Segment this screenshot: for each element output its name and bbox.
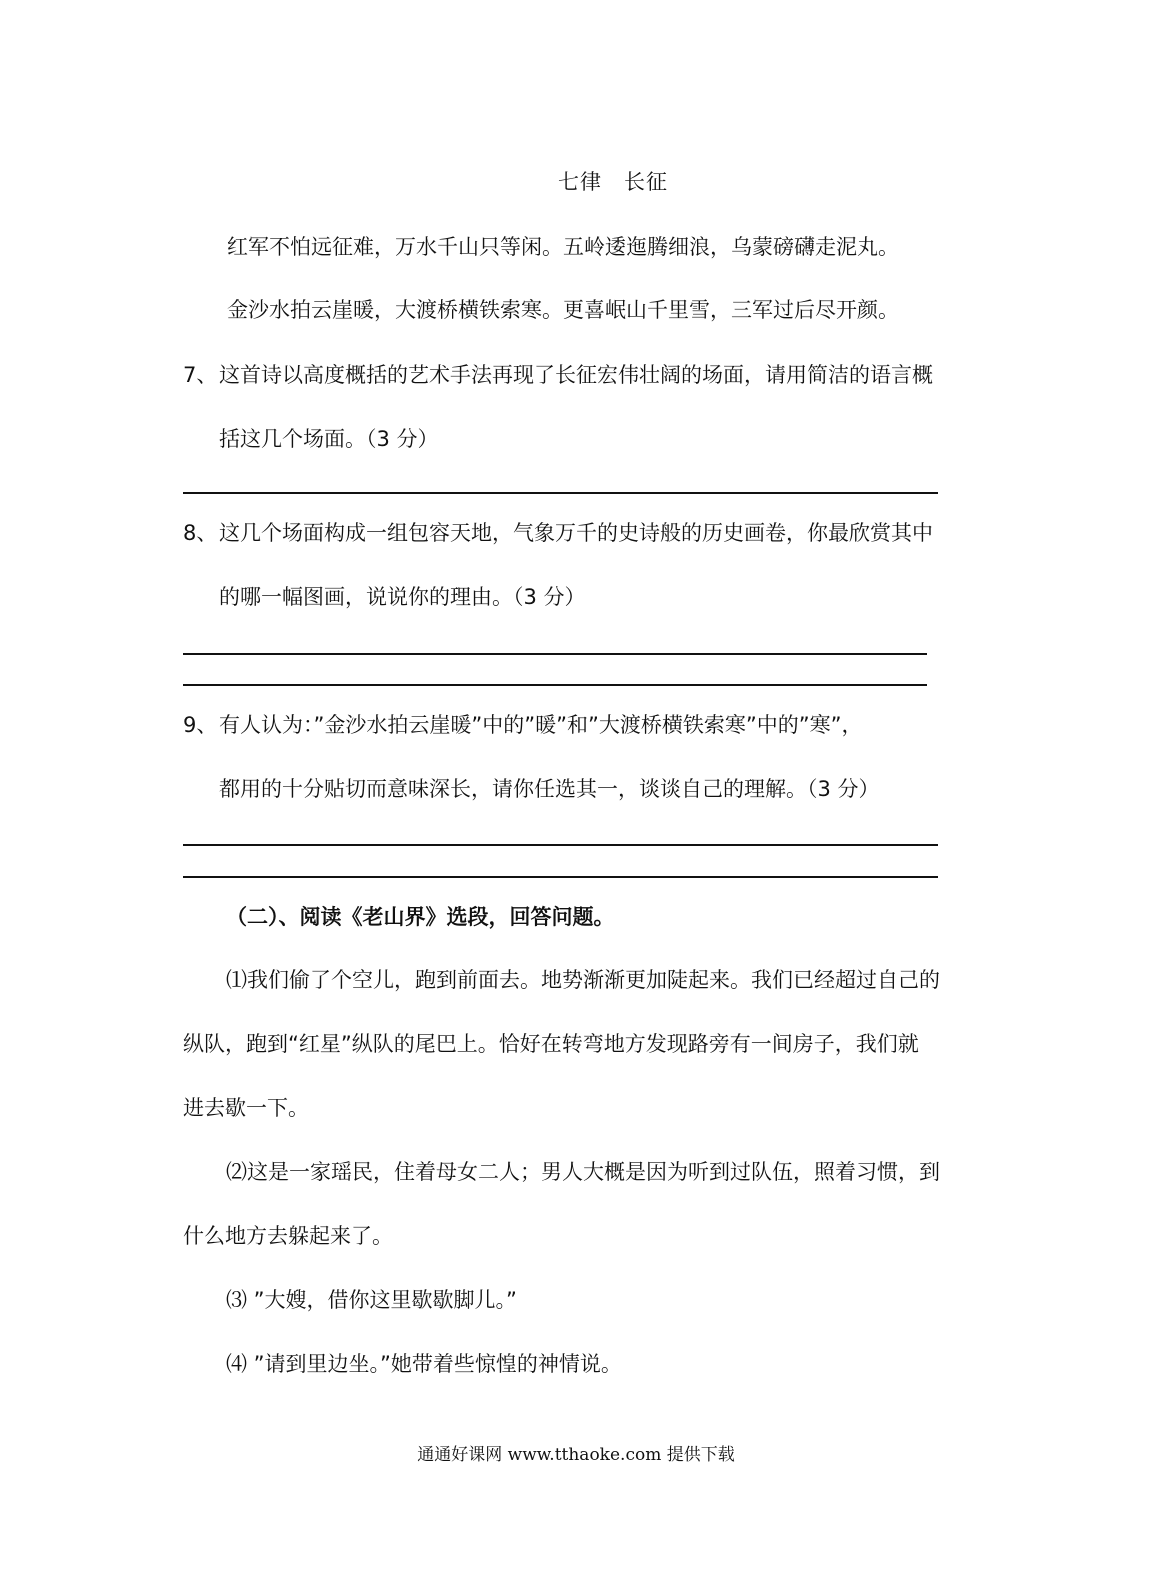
paragraph-4: ⑷ ”请到里边坐。”她带着些惊惶的神情说。	[226, 1352, 622, 1376]
section-heading: （二）、阅读《老山界》选段，回答问题。	[226, 905, 615, 929]
poem-title: 七律 长征	[558, 170, 668, 194]
question-8	[183, 519, 933, 547]
question-number: 9、	[183, 713, 218, 737]
question-7-line-2: 括这几个场面。（3 分）	[219, 427, 439, 451]
question-9-line-2: 都用的十分贴切而意味深长，请你任选其一，谈谈自己的理解。（3 分）	[219, 777, 880, 801]
paragraph-1-line-1: ⑴我们偷了个空儿，跑到前面去。地势渐渐更加陡起来。我们已经超过自己的	[226, 968, 940, 992]
answer-line[interactable]	[183, 492, 938, 494]
answer-line[interactable]	[183, 844, 938, 846]
question-text: 这几个场面构成一组包容天地，气象万千的史诗般的历史画卷，你最欣赏其中	[219, 521, 933, 545]
poem-line-1: 红军不怕远征难，万水千山只等闲。五岭逶迤腾细浪，乌蒙磅礴走泥丸。	[227, 235, 899, 259]
question-text: 这首诗以高度概括的艺术手法再现了长征宏伟壮阔的场面，请用简洁的语言概	[219, 363, 933, 387]
page-footer: 通通好课网 www.tthaoke.com 提供下载	[417, 1445, 735, 1465]
paragraph-1-line-2: 纵队，跑到“红星”纵队的尾巴上。恰好在转弯地方发现路旁有一间房子，我们就	[183, 1032, 919, 1056]
question-9	[183, 711, 863, 739]
paragraph-2-line-2: 什么地方去躲起来了。	[183, 1224, 393, 1248]
paragraph-3: ⑶ ”大嫂，借你这里歇歇脚儿。”	[226, 1288, 517, 1312]
question-number: 8、	[183, 521, 218, 545]
question-number: 7、	[183, 363, 218, 387]
answer-line[interactable]	[183, 684, 927, 686]
answer-line[interactable]	[183, 653, 927, 655]
poem-line-2: 金沙水拍云崖暖，大渡桥横铁索寒。更喜岷山千里雪，三军过后尽开颜。	[227, 298, 899, 322]
question-text: 有人认为：”金沙水拍云崖暖”中的”暖”和”大渡桥横铁索寒”中的”寒”，	[219, 713, 863, 737]
answer-line[interactable]	[183, 876, 938, 878]
question-8-line-2: 的哪一幅图画，说说你的理由。（3 分）	[219, 585, 586, 609]
paragraph-1-line-3: 进去歇一下。	[183, 1096, 309, 1120]
paragraph-2-line-1: ⑵这是一家瑶民，住着母女二人；男人大概是因为听到过队伍，照着习惯，到	[226, 1160, 940, 1184]
question-7	[183, 361, 933, 389]
